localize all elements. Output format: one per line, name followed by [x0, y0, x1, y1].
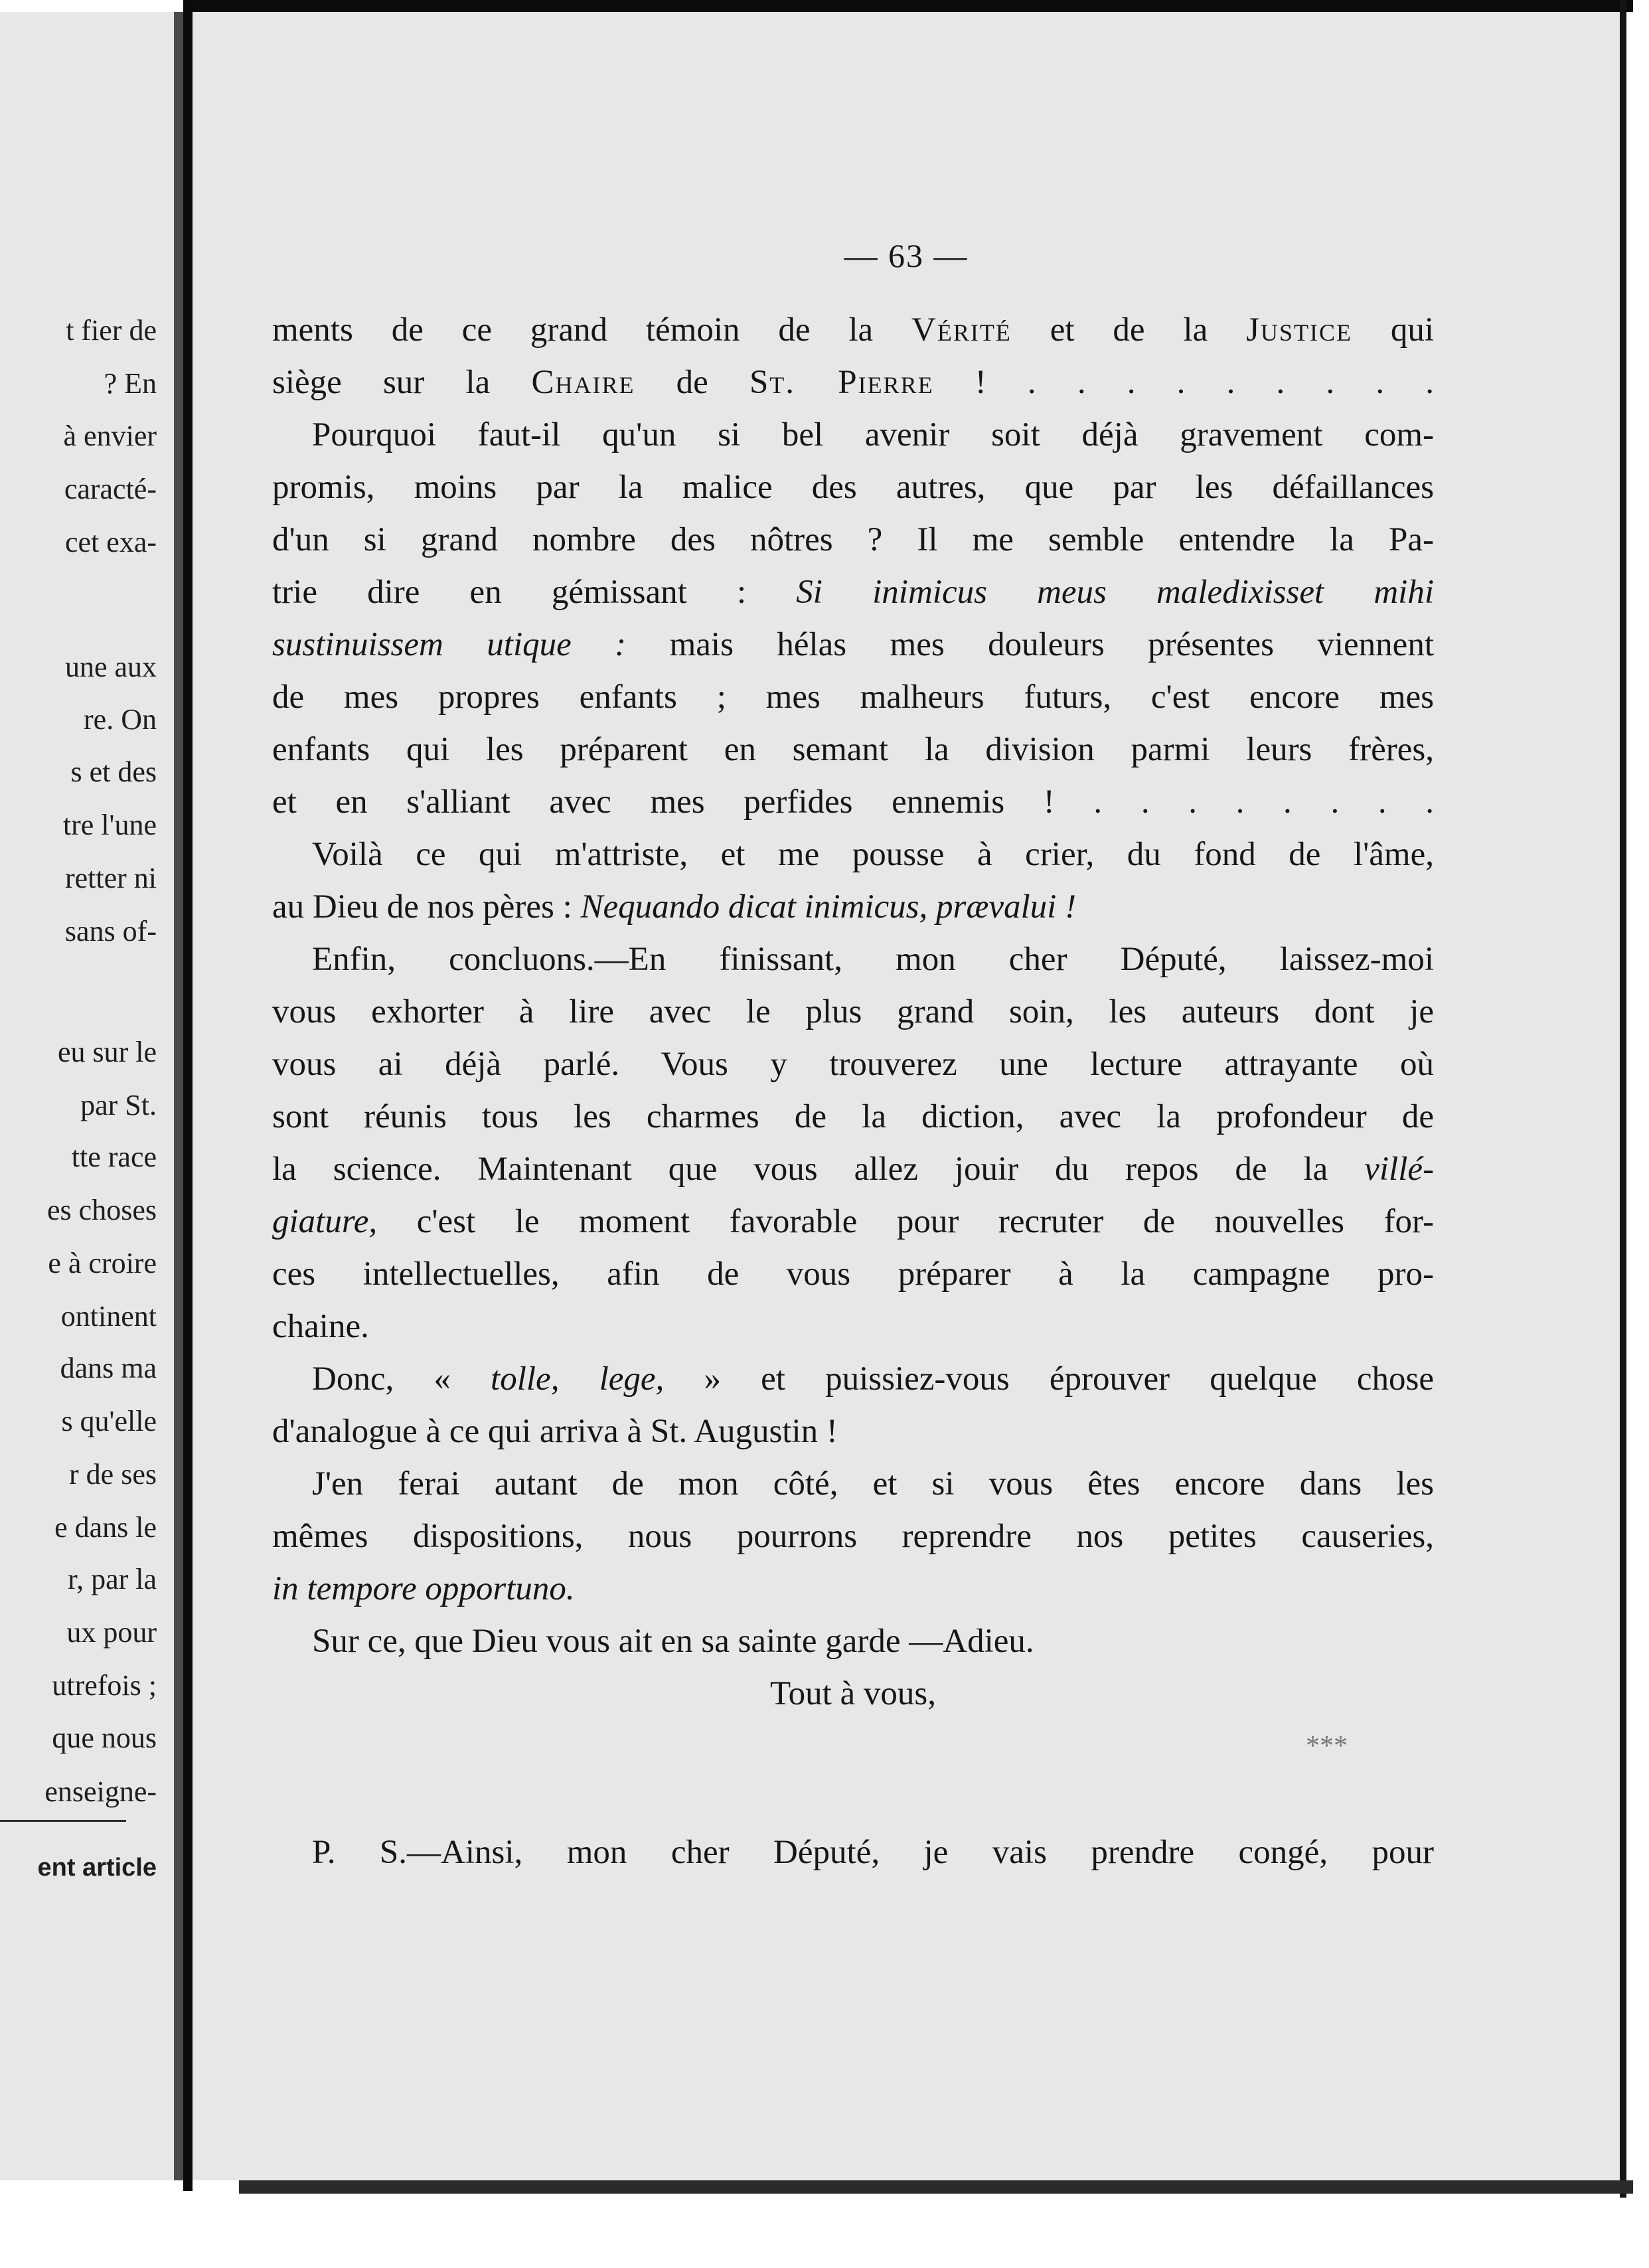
left-fragment-line: t fier de	[66, 314, 157, 347]
small-caps-word: St. Pierre	[749, 364, 934, 401]
text-line	[272, 986, 1434, 1038]
text-run: Sur ce, que Dieu vous ait en sa sainte garde —Adieu.	[312, 1623, 1034, 1660]
left-fragment-line: à envier	[63, 420, 157, 452]
text-run: de	[635, 364, 749, 401]
text-line	[272, 461, 1434, 514]
text-line	[272, 409, 1434, 461]
left-fragment-line: utrefois ;	[52, 1669, 157, 1702]
text-run: ments de ce grand témoin de la	[272, 311, 912, 349]
left-fragment-line: r, par la	[68, 1563, 157, 1595]
scan-right-edge	[1620, 0, 1626, 2198]
left-fragment-line: cet exa-	[65, 526, 157, 558]
book-spine	[183, 0, 193, 2191]
italic-phrase: giature,	[272, 1203, 378, 1240]
text-line	[272, 829, 1434, 881]
text-line	[272, 776, 1434, 829]
blank-line	[272, 1787, 1434, 1826]
text-run: J'en ferai autant de mon côté, et si vous êtes encore dans les	[312, 1465, 1434, 1502]
text-run: qui	[1352, 311, 1435, 349]
small-caps-word: Chaire	[531, 364, 635, 401]
text-line	[272, 1353, 1434, 1406]
left-fragment-line: ux pour	[66, 1616, 157, 1649]
scan-bottom-edge	[239, 2180, 1633, 2194]
text-run: d'un si grand nombre des nôtres ? Il me semble entendre la Pa-	[272, 521, 1434, 558]
text-line	[272, 1458, 1434, 1510]
left-fragment-line: que nous	[52, 1722, 157, 1754]
text-run: d'analogue à ce qui arriva à St. Augustin !	[272, 1413, 838, 1450]
left-fragment-line: es choses	[47, 1194, 157, 1226]
text-run: de mes propres enfants ; mes malheurs futurs, c'est encore mes	[272, 679, 1434, 716]
text-line	[272, 1091, 1434, 1143]
body-text	[272, 304, 1434, 1879]
text-line	[272, 933, 1434, 986]
signature-asterisks	[272, 1720, 1434, 1787]
text-run: la science. Maintenant que vous allez jouir du repos de la	[272, 1151, 1365, 1188]
left-footnote: ent article	[37, 1854, 157, 1882]
italic-phrase: villé-	[1364, 1151, 1434, 1188]
left-page-fragment	[0, 12, 183, 2180]
text-run: Donc, «	[312, 1360, 491, 1398]
left-fragment-line: dans ma	[60, 1352, 157, 1384]
text-run: ! . . . . . . . . .	[933, 364, 1435, 401]
text-run: promis, moins par la malice des autres, que par les défaillances	[272, 469, 1434, 506]
left-fragment-line: par St.	[80, 1089, 157, 1121]
left-fragment-line: e à croire	[48, 1247, 157, 1279]
text-run: Enfin, concluons.—En finissant, mon cher Député, laissez-moi	[312, 941, 1434, 978]
text-run: mêmes dispositions, nous pourrons reprendre nos petites causeries,	[272, 1518, 1434, 1555]
text-run: vous exhorter à lire avec le plus grand soin, les auteurs dont je	[272, 993, 1434, 1030]
text-line	[272, 1563, 1434, 1615]
left-fragment-line: enseigne-	[44, 1775, 157, 1808]
italic-phrase: sustinuissem utique :	[272, 626, 627, 663]
text-run: trie dire en gémissant :	[272, 574, 797, 611]
text-line	[272, 724, 1434, 776]
text-run: au Dieu de nos pères :	[272, 888, 581, 926]
italic-phrase: Si inimicus meus maledixisset mihi	[796, 574, 1434, 611]
left-fragment-line: r de ses	[69, 1458, 157, 1491]
left-fragment-line: ? En	[104, 367, 157, 400]
left-fragment-line: ontinent	[60, 1300, 157, 1333]
text-line	[272, 304, 1434, 357]
italic-phrase: in tempore opportuno.	[272, 1570, 575, 1607]
text-line	[272, 514, 1434, 566]
text-run: c'est le moment favorable pour recruter de nouvelles for-	[377, 1203, 1434, 1240]
text-run: enfants qui les préparent en semant la division parmi leurs frères,	[272, 731, 1434, 768]
text-run: siège sur la	[272, 364, 532, 401]
text-line	[272, 1196, 1434, 1248]
text-run: P. S.—Ainsi, mon cher Député, je vais prendre congé, pour	[312, 1834, 1434, 1871]
text-run: sont réunis tous les charmes de la diction, avec la profondeur de	[272, 1098, 1434, 1135]
text-run: mais hélas mes douleurs présentes viennent	[626, 626, 1434, 663]
text-run: vous ai déjà parlé. Vous y trouverez une lecture attrayante où	[272, 1046, 1434, 1083]
text-line	[272, 1143, 1434, 1196]
left-fragment-line: retter ni	[64, 862, 157, 894]
left-fragment-line: sans of-	[64, 915, 157, 947]
text-run: chaine.	[272, 1308, 369, 1345]
text-line	[272, 1826, 1434, 1879]
left-fragment-line: une aux	[64, 651, 157, 683]
text-line	[272, 881, 1434, 933]
text-line	[272, 1301, 1434, 1353]
text-line	[272, 1668, 1434, 1720]
right-page	[193, 12, 1620, 2180]
small-caps-word: Justice	[1246, 311, 1352, 349]
text-run: Tout à vous,	[770, 1675, 936, 1712]
text-line	[272, 1248, 1434, 1301]
small-caps-word: Vérité	[911, 311, 1012, 349]
left-fragment-line: re. On	[84, 703, 157, 736]
text-run: et en s'alliant avec mes perfides ennemis ! . . . . . . . .	[272, 783, 1434, 821]
text-line	[272, 671, 1434, 724]
scan-top-edge	[193, 0, 1633, 12]
footnote-rule	[0, 1820, 126, 1822]
text-run: Voilà ce qui m'attriste, et me pousse à crier, du fond de l'âme,	[312, 836, 1434, 873]
text-run: ces intellectuelles, afin de vous préparer à la campagne pro-	[272, 1256, 1434, 1293]
left-fragment-line: s qu'elle	[61, 1405, 157, 1437]
text-line	[272, 1406, 1434, 1458]
left-fragment-line: tte race	[71, 1141, 157, 1173]
left-fragment-line: caracté-	[64, 473, 157, 505]
text-line	[272, 1510, 1434, 1563]
text-line	[272, 1615, 1434, 1668]
left-page-gutter	[174, 12, 183, 2180]
text-run: et de la	[1011, 311, 1247, 349]
text-run: » et puissiez-vous éprouver quelque chose	[664, 1360, 1434, 1398]
italic-phrase: Nequando dicat inimicus, prævalui !	[580, 888, 1077, 926]
text-line	[272, 566, 1434, 619]
text-line	[272, 619, 1434, 671]
left-fragment-line: tre l'une	[62, 809, 157, 841]
text-run: ***	[1306, 1731, 1348, 1761]
text-line	[272, 1038, 1434, 1091]
page-number: — 63 —	[844, 237, 969, 274]
left-fragment-line: e dans le	[54, 1511, 157, 1544]
left-fragment-line: eu sur le	[57, 1036, 157, 1068]
italic-phrase: tolle, lege,	[491, 1360, 665, 1398]
text-run: Pourquoi faut-il qu'un si bel avenir soit déjà gravement com-	[312, 416, 1434, 453]
text-line	[272, 357, 1434, 409]
left-fragment-line: s et des	[70, 756, 157, 788]
